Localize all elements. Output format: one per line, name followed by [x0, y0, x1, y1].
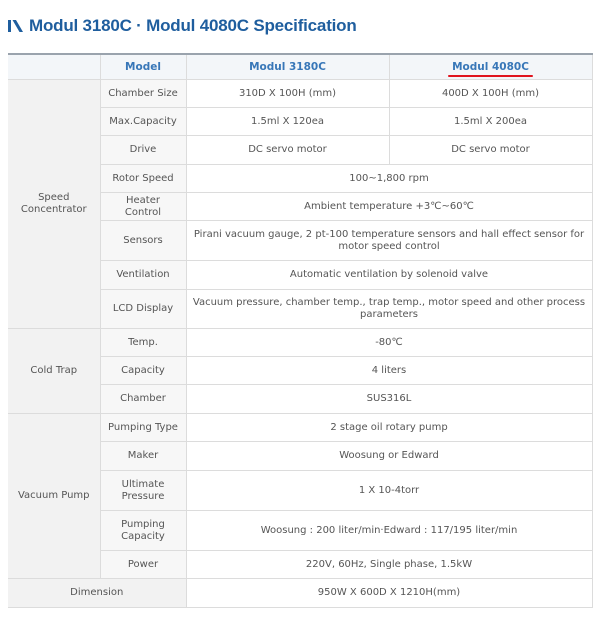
- row-label: Rotor Speed: [100, 165, 186, 193]
- cell-value: 950W X 600D X 1210H(mm): [186, 579, 592, 608]
- cell-value: 310D X 100H (mm): [186, 80, 389, 108]
- row-label: Ultimate Pressure: [100, 471, 186, 511]
- cell-value: 100~1,800 rpm: [186, 165, 592, 193]
- row-label: Drive: [100, 136, 186, 165]
- cell-value: Vacuum pressure, chamber temp., trap temp., motor speed and other process parameters: [186, 290, 592, 329]
- group-dimension: Dimension: [8, 579, 186, 608]
- cell-value: 400D X 100H (mm): [389, 80, 592, 108]
- cell-value: 1 X 10-4torr: [186, 471, 592, 511]
- row-label: Capacity: [100, 357, 186, 385]
- cell-value: 220V, 60Hz, Single phase, 1.5kW: [186, 551, 592, 579]
- header-modul-4080c: [389, 54, 592, 80]
- cell-value: SUS316L: [186, 385, 592, 414]
- header-modul-3180c: Modul 3180C: [186, 54, 389, 80]
- cell-value: 2 stage oil rotary pump: [186, 414, 592, 442]
- row-label: LCD Display: [100, 290, 186, 329]
- row-label: Pumping Capacity: [100, 511, 186, 551]
- cell-value: 1.5ml X 200ea: [389, 108, 592, 136]
- cell-value: Woosung or Edward: [186, 442, 592, 471]
- row-label: Sensors: [100, 221, 186, 261]
- row-label: Chamber: [100, 385, 186, 414]
- group-speed-concentrator: Speed Concentrator: [8, 80, 100, 329]
- cell-value: Ambient temperature +3℃~60℃: [186, 193, 592, 221]
- row-label: Power: [100, 551, 186, 579]
- cell-value: Woosung : 200 liter/min·Edward : 117/195 liter/min: [186, 511, 592, 551]
- table-row: [8, 579, 592, 608]
- row-label: Chamber Size: [100, 80, 186, 108]
- cell-value: DC servo motor: [389, 136, 592, 165]
- cell-value: 4 liters: [186, 357, 592, 385]
- cell-value: Pirani vacuum gauge, 2 pt-100 temperature sensors and hall effect sensor for motor speed control: [186, 221, 592, 261]
- header-model: Model: [100, 54, 186, 80]
- row-label: Ventilation: [100, 261, 186, 290]
- table-row: [8, 414, 592, 442]
- page-title: [8, 14, 357, 38]
- row-label: Heater Control: [100, 193, 186, 221]
- cell-value: 1.5ml X 120ea: [186, 108, 389, 136]
- group-vacuum-pump: Vacuum Pump: [8, 414, 100, 579]
- table-row: [8, 329, 592, 357]
- table-row: [8, 80, 592, 108]
- row-label: Temp.: [100, 329, 186, 357]
- cell-value: -80℃: [186, 329, 592, 357]
- brand-logo-icon: [8, 19, 24, 33]
- cell-value: Automatic ventilation by solenoid valve: [186, 261, 592, 290]
- table-header-row: [8, 54, 592, 80]
- row-label: Maker: [100, 442, 186, 471]
- spec-table: [8, 53, 593, 608]
- header-corner: [8, 54, 100, 80]
- highlighted-model-label: Modul 4080C: [452, 61, 529, 73]
- cell-value: DC servo motor: [186, 136, 389, 165]
- group-cold-trap: Cold Trap: [8, 329, 100, 414]
- page-title-text: Modul 3180C · Modul 4080C Specification: [29, 16, 357, 35]
- row-label: Max.Capacity: [100, 108, 186, 136]
- row-label: Pumping Type: [100, 414, 186, 442]
